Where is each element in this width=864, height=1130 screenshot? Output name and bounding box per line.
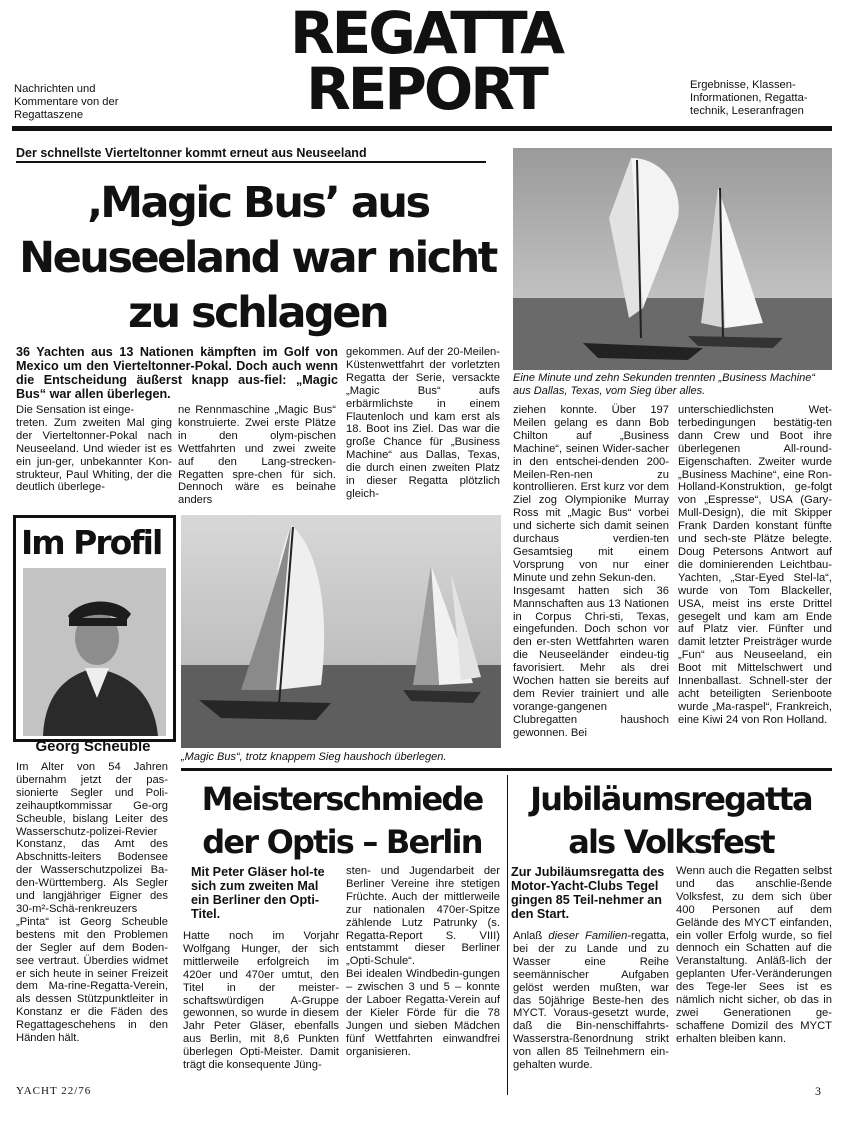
column-divider	[507, 775, 508, 1095]
jubilaeum-col1-text: regatta, bei der zu Lande und zu Wasser eine Reihe seemännischer Aufgaben gelöst werden mußten, war das 50jährige Beste-hen des MYCT. Voraus-gesetzt wurde, daß die Bin-nenschiffahrts-Wasserstra-ßenordnung strikt von allen 85 Teilnehmern ein-gehalten wurde.	[513, 930, 669, 1072]
main-column-5: unterschiedlichsten Wet-terbedingungen bestätig-ten dann Crew und Boot ihre überlegenen All-round-Eigenschaften. Zweiter wurde „Business Machine“, eine Ron-Holland-Konstruktion, ge-folgt von „Espresse“, USA (Gary-Mull-Design), die mit Skipper Frank Darden konstant fünfte und sech-ste Plätze belegte. Doug Petersons Antwort auf die dominierenden Leichtbau-Yachten, „Star-Eyed Stel-la“, wurde von Tom Blackeller, USA, meist ins erste Drittel gesegelt und kam am Ende auf Platz vier. Fünfter und damit letzter Preisträger wurde „Fun“ aus Neuseeland, ein Boot mit Mittelschwert und Innenballast. Schnell-ster der acht beteiligten Serienboote wurde „Ma-raspel“, Frankreich, eine Kiwi 24 von Ron Holland.	[678, 404, 832, 726]
main-column-2: ne Rennmaschine „Magic Bus“ konstruierte. Zwei erste Plätze in den olym-pischen Wettfahrten und zwei zweite auf den Lang-strecken-Regatten spre-chen für sich. Dennoch wäre es beinahe anders	[178, 404, 336, 507]
footer-page-number: 3	[815, 1084, 821, 1098]
main-lead: 36 Yachten aus 13 Nationen kämpften im Golf von Mexico um den Vierteltonner-Pokal. Doch auch wenn die Entscheidung äußerst knapp aus-fiel: „Magic Bus“ war allen überlegen.	[16, 345, 338, 401]
masthead-right-tagline: Ergebnisse, Klassen- Informationen, Regatta- technik, Leseranfragen	[690, 79, 808, 117]
main-headline: ‚Magic Bus’ aus Neuseeland war nicht zu schlagen	[19, 178, 496, 338]
profile-title: Im Profil	[21, 523, 162, 562]
caption-magic-bus: „Magic Bus“, trotz knappem Sieg haushoch überlegen.	[181, 751, 447, 763]
jubilaeum-headline: Jubiläumsregatta als Volksfest	[530, 780, 812, 861]
masthead-rule	[12, 126, 832, 131]
section-rule	[181, 768, 832, 771]
footer-magazine: YACHT 22/76	[16, 1085, 92, 1097]
main-column-4: ziehen konnte. Über 197 Meilen gelang es dann Bob Chilton auf „Business Machine“, seinen Wider-sacher in den entschei-denden 200-Meilen-Ren-nen zu kontrollieren. Erst kurz vor dem Ziel zog Olympionike Murray Ross mit „Magic Bus“ vorbei und sicherte sich damit seinen durchaus verdien-ten Gesamtsieg mit einem Vorsprung von nur einer Minute und zehn Sekun-den. Insgesamt hatten sich 36 Mannschaften aus 13 Nationen in Corpus Chri-sti, Texas, eingefunden. Doch schon vor den er-sten Wettfahrten waren die Neuseeländer eindeu-tig favorisiert. Mehr als drei Wochen hatten sie bereits auf dem Revier trainiert und alle vorange-gangenen Clubregatten haushoch gewonnen. Bei	[513, 404, 669, 739]
masthead-title-line1: REGATTA	[289, 0, 563, 67]
profile-name: Georg Scheuble	[35, 738, 151, 755]
main-kicker: Der schnellste Vierteltonner kommt erneut aus Neuseeland	[16, 146, 486, 163]
profile-box	[13, 515, 176, 742]
optis-column-1: Hatte noch im Vorjahr Wolfgang Hunger, der sich mittlerweile erfolgreich im 420er und 470er umtut, den Titel in der meister-schaftswürdigen A-Gruppe gewonnen, so wurde in diesem Jahr Peter Gläser, ebenfalls aus Berlin, mit 8,6 Punkten überlegen Opti-Meister. Damit trägt die konsequente Jüng-	[183, 930, 339, 1072]
caption-business-machine: Eine Minute und zehn Sekunden trennten „Business Machine“ aus Dallas, Texas, vom Sieg über alles.	[513, 372, 816, 397]
main-column-1: Die Sensation ist einge- treten. Zum zweiten Mal ging der Vierteltonner-Pokal nach Neuseeland. Und wieder ist es ein jun-ger, unbekannter Kon-strukteur, Paul Whiting, der die deutlich überlege-	[16, 404, 172, 494]
optis-headline: Meisterschmiede der Optis – Berlin	[201, 780, 483, 861]
jubilaeum-col1-prefix: Anlaß	[513, 930, 549, 942]
photo-georg-scheuble	[23, 568, 166, 736]
jubilaeum-lead: Zur Jubiläumsregatta des Motor-Yacht-Clubs Tegel gingen 85 Teil-nehmer an den Start.	[511, 865, 665, 921]
photo-magic-bus	[181, 515, 501, 748]
optis-lead: Mit Peter Gläser hol-te sich zum zweiten Mal ein Berliner den Opti-Titel.	[191, 865, 325, 921]
masthead-left-tagline: Nachrichten und Kommentare von der Regattaszene	[14, 83, 119, 121]
masthead-title-line2: REPORT	[306, 55, 546, 123]
optis-column-2: sten- und Jugendarbeit der Berliner Vereine ihre stetigen Früchte. Auch der mittlerweile zur nationalen 470er-Spitze zählende Lutz Patrunky (s. Regatta-Report S. VIII) entstammt dieser Berliner „Opti-Schule“. Bei idealen Windbedin-gungen – zwischen 3 und 5 – konnte der Laboer Regatta-Verein auf der Kieler Förde für die 78 Jungen und sieben Mädchen fünf Wettfahrten einwandfrei organisieren.	[346, 865, 500, 1058]
jubilaeum-col1-italic: dieser Familien-	[548, 930, 632, 942]
main-column-3: gekommen. Auf der 20-Meilen-Küstenwettfahrt der vorletzten Regatta der Serie, versackte „Magic Bus“ aufs erbärmlichste in einem Flautenloch und kam erst als 18. Boot ins Ziel. Das war die große Chance für „Business Machine“ aus Dallas, Texas, die durch einen zweiten Platz in dieser Regatta plötzlich gleich-	[346, 346, 500, 500]
photo-business-machine	[513, 148, 832, 370]
jubilaeum-column-1	[513, 930, 669, 1072]
jubilaeum-column-2: Wenn auch die Regatten selbst und das anschlie-ßende Volksfest, zu dem sich über 400 Personen auf dem Gelände des MYCT einfanden, ein voller Erfolg wurde, so fiel dennoch ein Schatten auf die Veranstaltung. Anläß-lich der geplanten Ufer-Veränderungen des Tege-ler Sees ist es nämlich nicht sicher, ob das in zwei Generationen ge-schaffene Domizil des MYCT erhalten bleiben kann.	[676, 865, 832, 1045]
profile-text: Im Alter von 54 Jahren übernahm jetzt der pas-sionierte Segler und Poli-zeihauptkommissar Ge-org Scheuble, bislang Leiter des Wasserschutz-polizei-Revier Konstanz, das Amt des Abschnitts-leiters Bodensee der Wasserschutzpolizei Ba-den-Württemberg. Als Segler und langjähriger Eigner des 30-m²-Schä-renkreuzers „Pinta“ ist Georg Scheuble bestens mit den Problemen der Segler auf dem Boden-see vertraut. Überdies widmet er sich heute in seiner Freizeit dem Ma-rine-Regatta-Verein, als dessen Stützpunktleiter in Konstanz er die Fäden des Regattageschehens in den Händen hält.	[16, 761, 168, 1045]
